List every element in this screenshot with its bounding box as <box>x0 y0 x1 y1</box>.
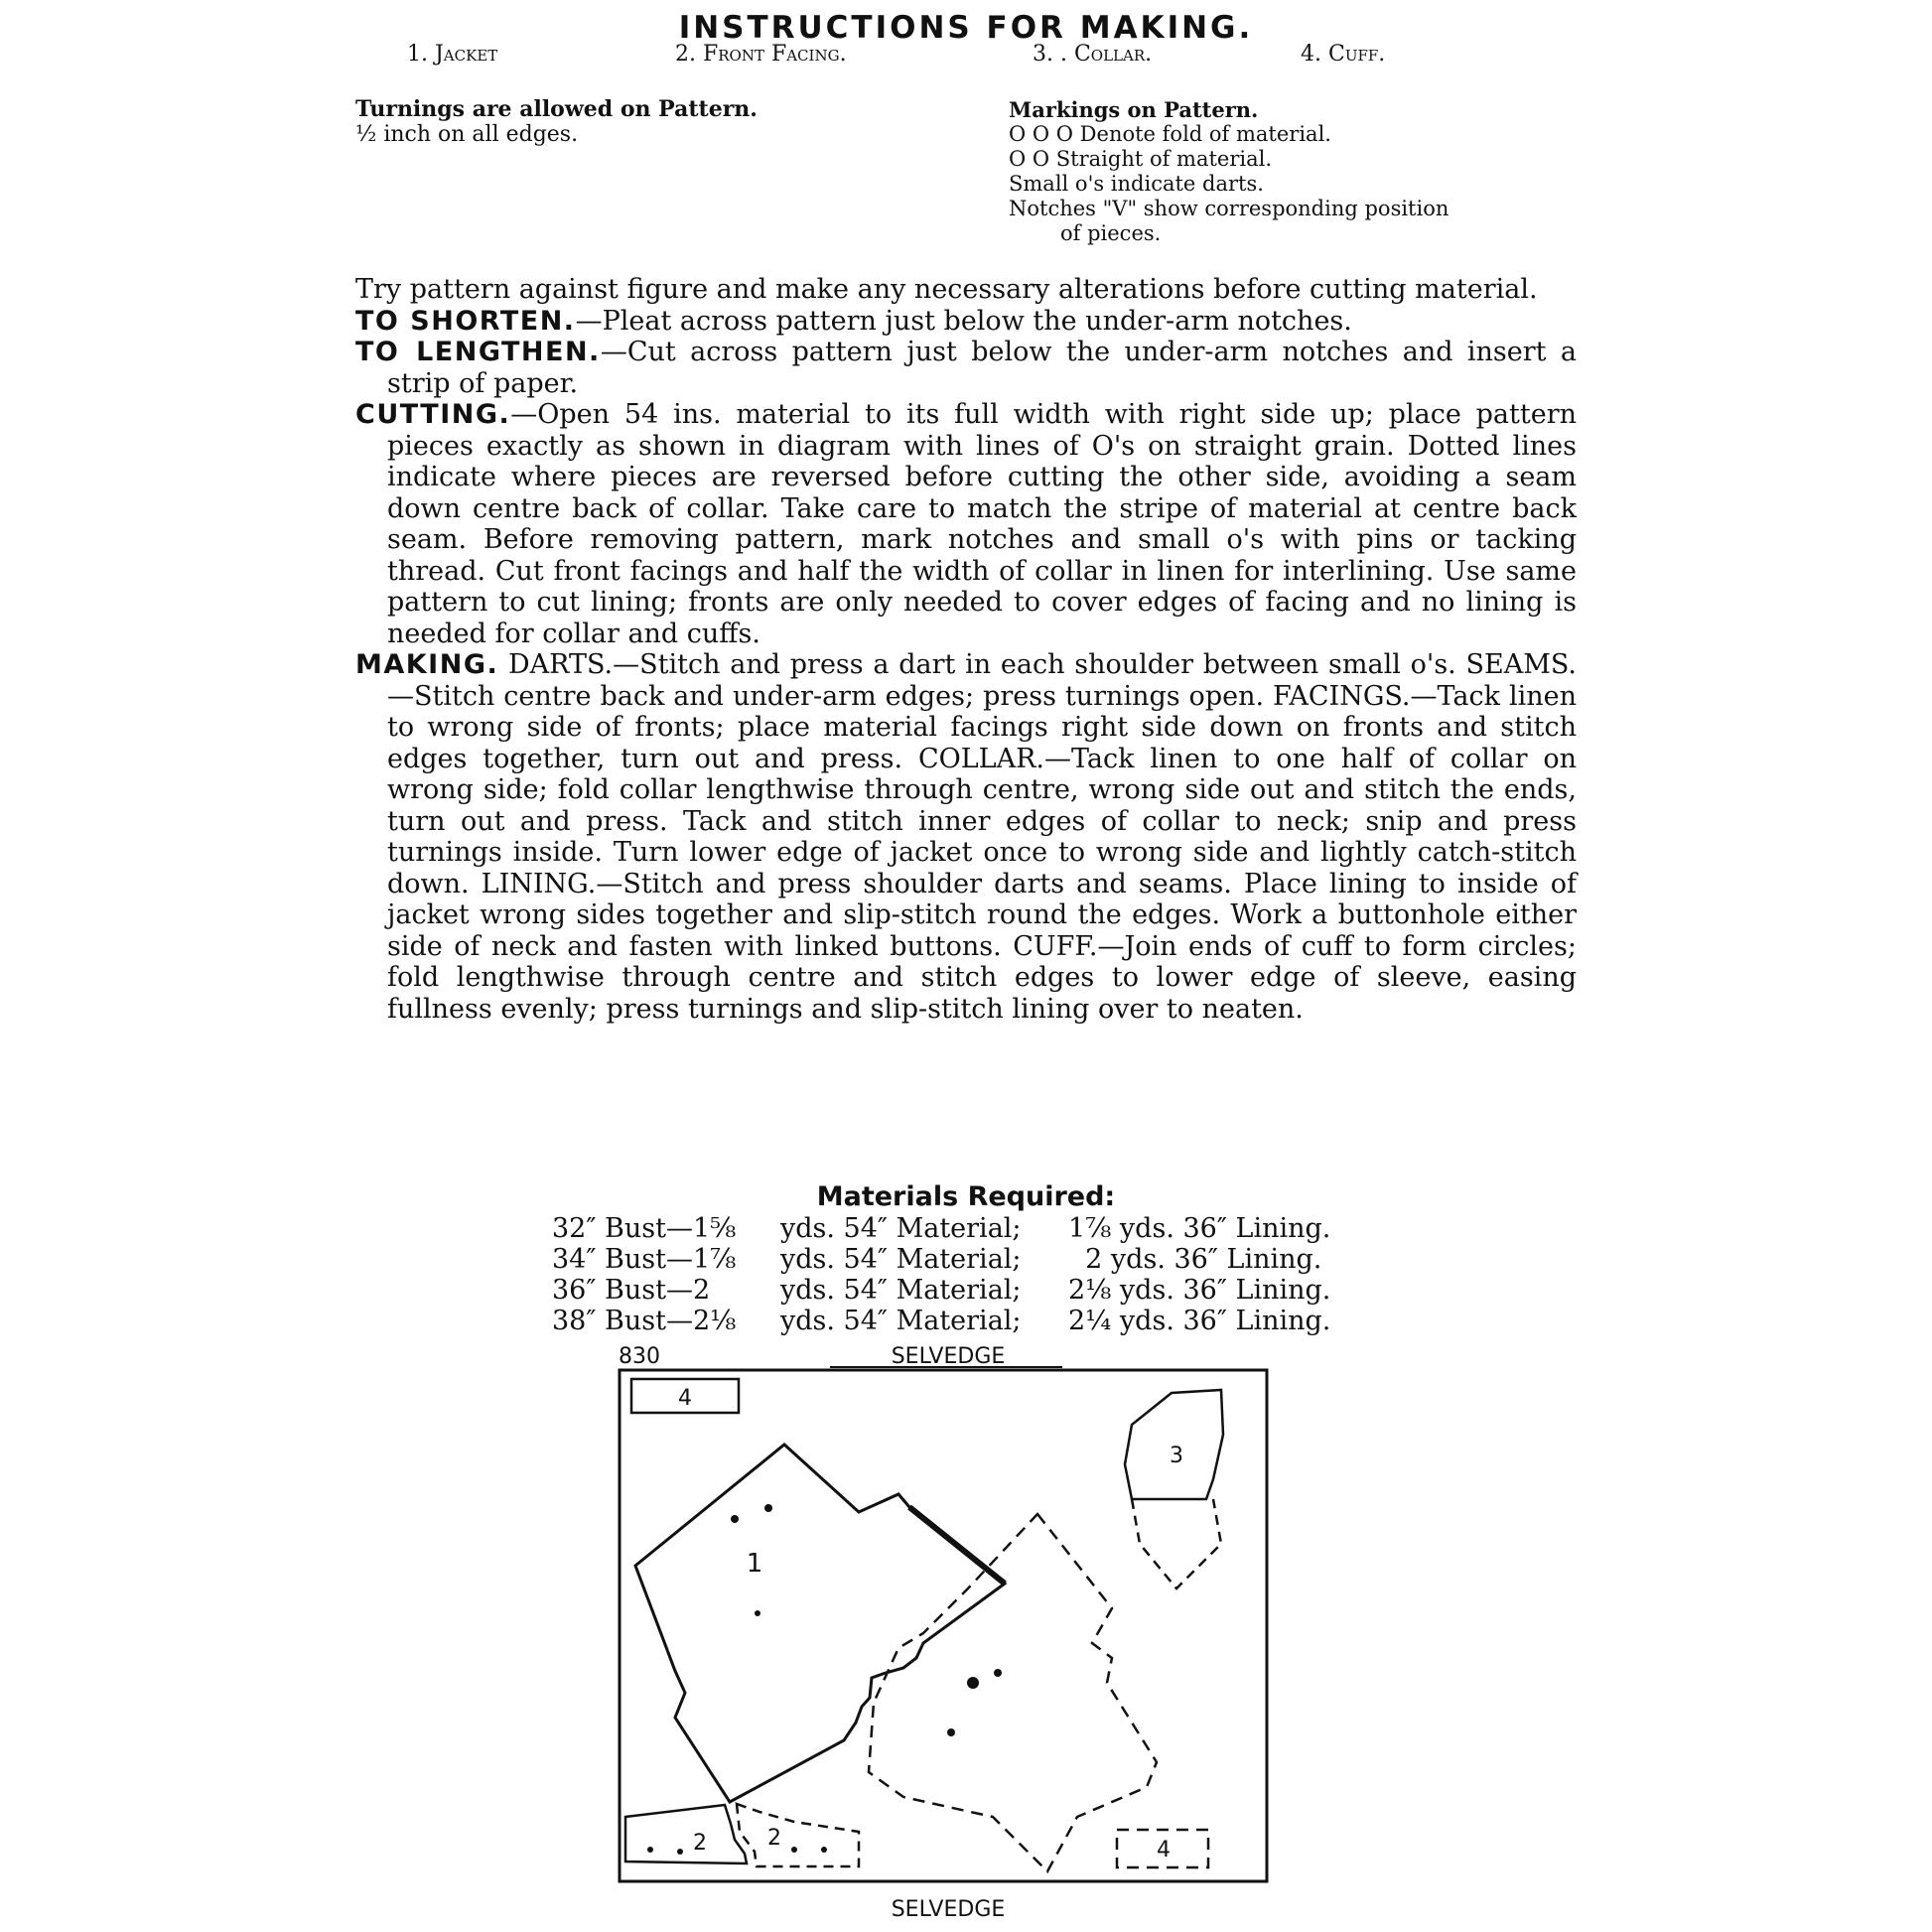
markings-note <box>1009 97 1575 246</box>
jacket-reversed-outline <box>869 1514 1157 1871</box>
dart-markings <box>647 1504 1002 1855</box>
lining-amount: 1⅞ yds. 36″ Lining. <box>1068 1213 1331 1244</box>
making-text: DARTS.—Stitch and press a dart in each shoulder between small o's. SEAMS.—Stitch centre back and under-arm edges; press turnings open. FACINGS.—Tack linen to wrong side of fronts; place material facings right side down on fronts and stitch edges together, turn out and press. COLLAR.—Tack linen to one half of collar on wrong side; fold collar lengthwise through centre, wrong side out and stitch the ends, turn out and press. Tack and stitch inner edges of collar to neck; snip and press turnings inside. Turn lower edge of jacket once to wrong side and lightly catch-stitch down. LINING.—Stitch and press shoulder darts and seams. Place lining to inside of jacket wrong sides together and slip-stitch round the edges. Work a buttonhole either side of neck and fasten with linked buttons. CUFF.—Join ends of cuff to form circles; fold lengthwise through centre and stitch edges to lower edge of sleeve, easing fullness evenly; press turnings and slip-stitch lining over to neaten. <box>387 649 1577 1025</box>
collar-label: 3 <box>1170 1444 1183 1468</box>
selvedge-label-top: SELVEDGE <box>891 1345 1006 1369</box>
lengthen-label: TO LENGTHEN. <box>355 337 601 367</box>
lengthen-paragraph <box>355 337 1577 399</box>
lengthen-text: —Cut across pattern just below the under-arm notches and insert a strip of paper. <box>387 337 1578 399</box>
materials-table <box>552 1213 1396 1336</box>
cutting-text: —Open 54 ins. material to its full width with right side up; place pattern pieces exactly as shown in diagram with lines of O's on straight grain. Dotted lines indicate where pieces are reversed before cutting the other side, avoiding a seam down centre back of collar. Take care to match the stripe of material at centre back seam. Before removing pattern, mark notches and small o's with pins or tacking thread. Cut front facings and half the width of collar in linen for interlining. Use same pattern to cut lining; fronts are only needed to cover edges of facing and no lining is needed for collar and cuffs. <box>387 399 1577 649</box>
making-paragraph <box>355 649 1577 1025</box>
bust-size: 32″ Bust—1⅝ <box>552 1213 737 1244</box>
material-amount: yds. 54″ Material; <box>780 1306 1022 1336</box>
lining-amount: 2¼ yds. 36″ Lining. <box>1068 1306 1331 1336</box>
jacket-piece-outline <box>635 1445 1005 1802</box>
marking-line: O O O Denote fold of material. <box>1009 122 1331 146</box>
marking-line-continuation: of pieces. <box>1060 221 1162 245</box>
materials-row <box>552 1213 1396 1244</box>
shorten-label: TO SHORTEN. <box>355 305 576 337</box>
facing-reversed-outline <box>737 1804 859 1866</box>
facing-label: 2 <box>693 1831 707 1856</box>
material-amount: yds. 54″ Material; <box>780 1213 1022 1244</box>
jacket-label: 1 <box>746 1549 763 1579</box>
cutting-paragraph <box>355 399 1577 649</box>
material-amount: yds. 54″ Material; <box>780 1244 1022 1275</box>
page-title: INSTRUCTIONS FOR MAKING. <box>678 10 1254 46</box>
lining-amount: 2 yds. 36″ Lining. <box>1068 1244 1322 1275</box>
intro-text: Try pattern against figure and make any necessary alterations before cutting material. <box>355 274 1538 305</box>
turnings-heading: Turnings are allowed on Pattern. <box>355 96 758 122</box>
making-label: MAKING. <box>355 649 499 680</box>
turnings-text: ½ inch on all edges. <box>355 122 579 147</box>
facing-piece-outline <box>625 1805 747 1863</box>
turnings-note <box>355 97 758 147</box>
selvedge-label-bottom: SELVEDGE <box>891 1897 1006 1921</box>
materials-row <box>552 1244 1396 1275</box>
bust-size: 34″ Bust—1⅞ <box>552 1244 737 1275</box>
marking-line: O O Straight of material. <box>1009 147 1273 171</box>
pattern-pieces-list <box>407 42 1529 67</box>
shorten-text: —Pleat across pattern just below the under-arm notches. <box>575 305 1352 337</box>
lining-amount: 2⅛ yds. 36″ Lining. <box>1068 1275 1331 1306</box>
pattern-number: 830 <box>619 1345 660 1369</box>
bust-size: 36″ Bust—2 <box>552 1275 719 1306</box>
intro-paragraph <box>355 274 1577 306</box>
collar-reversed-outline <box>1132 1499 1221 1588</box>
marking-line: Notches "V" show corresponding position <box>1009 197 1449 220</box>
marking-line: Small o's indicate darts. <box>1009 172 1264 196</box>
bust-size: 38″ Bust—2⅛ <box>552 1306 737 1336</box>
cutting-layout-diagram <box>596 1345 1291 1921</box>
cuff-reversed-label: 4 <box>1157 1838 1171 1863</box>
materials-row <box>552 1306 1396 1336</box>
cuff-label: 4 <box>678 1386 692 1411</box>
piece-cuff: 4. Cuff. <box>1301 42 1386 67</box>
materials-heading: Materials Required: <box>816 1181 1116 1212</box>
instructions-body <box>355 274 1577 1025</box>
jacket-fold-edge <box>909 1507 1005 1584</box>
piece-jacket: 1. Jacket <box>407 42 498 67</box>
facing-reversed-label: 2 <box>767 1826 781 1851</box>
shorten-paragraph <box>355 306 1577 338</box>
markings-heading: Markings on Pattern. <box>1009 97 1259 122</box>
materials-row <box>552 1275 1396 1306</box>
piece-front-facing: 2. Front Facing. <box>675 42 847 67</box>
piece-collar: 3. . Collar. <box>1033 42 1153 67</box>
material-amount: yds. 54″ Material; <box>780 1275 1022 1306</box>
cutting-label: CUTTING. <box>355 399 511 430</box>
